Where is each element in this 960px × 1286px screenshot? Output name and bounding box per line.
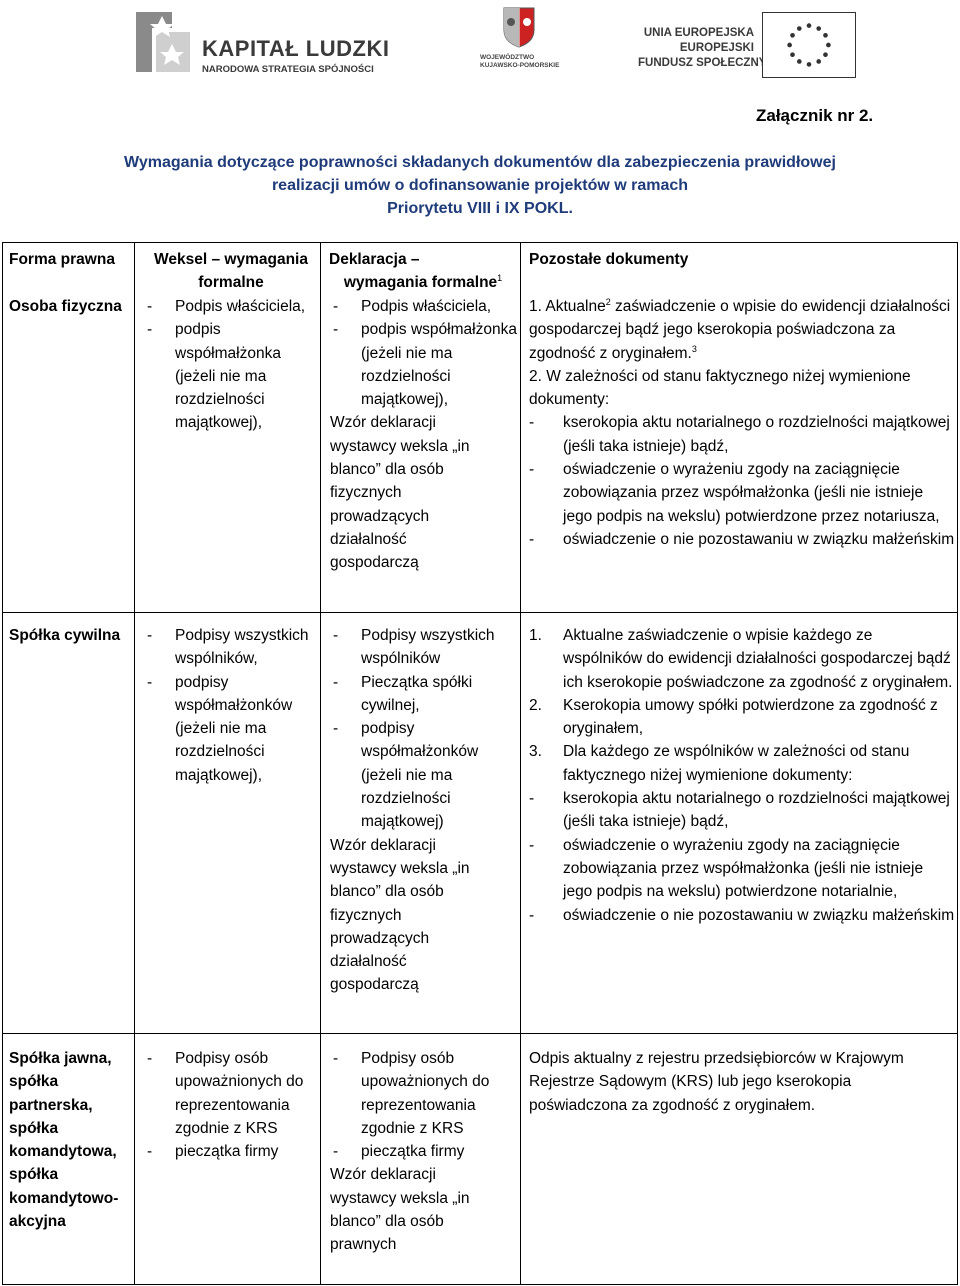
list-item: - pieczątka firmy [147,1143,279,1161]
wojewodztwo-logo [468,6,618,82]
numbered-item: 2. Kserokopia umowy spółki potwierdzone za zgodność z oryginałem, [529,696,938,738]
footnote-2-ref: 2 [605,297,611,307]
column-divider-3 [520,242,521,1285]
numbered-item: 1. Aktualne zaświadczenie o wpisie każdego ze wspólników do ewidencji działalności gospodarczej bądź ich kserokopie poświadczone za zgodność z oryginałem. [529,627,953,691]
list-item: - podpis współmałżonka (jeżeli nie ma rozdzielności majątkowej), [333,321,517,409]
row1-deklaracja [327,295,519,575]
footnote-3-ref: 3 [691,343,697,354]
row3-form [9,1047,131,1233]
table-border-right [957,242,958,1285]
attachment-label: Załącznik nr 2. [756,106,874,125]
row2-form [9,624,133,647]
list-item: - oświadczenie o nie pozostawaniu w związku małżeńskim [529,530,955,548]
header-pozostale [529,248,953,271]
numbered-item: 3. Dla każdego ze wspólników w zależności od stanu faktycznego niżej wymienione dokumenty: [529,743,910,784]
header-forma-prawna-text: Forma prawna [9,251,115,268]
ue-line1: UNIA EUROPEJSKA [643,27,754,39]
list-item: - Podpisy wszystkich wspólników [333,627,495,668]
title-line2: realizacji umów o dofinansowanie projektów w ramach [271,177,689,194]
row-divider-2 [2,1033,958,1034]
header-weksel-text: Weksel – wymagania formalne [154,251,308,292]
wojewodztwo-text [480,54,559,70]
header-deklaracja [329,248,517,295]
row3-form-text: Spółka jawna, spółka partnerska, spółka komandytowa, spółka komandytowo-akcyjna [9,1050,119,1231]
row-divider-1 [2,612,958,613]
list-item: - oświadczenie o wyrażeniu zgody na zaciągnięcie zobowiązania przez współmałżonka (jeśli nie istnieje jego podpis na wekslu) potwierdzone notarialnie, [529,836,924,901]
list-item: - Podpisy osób upoważnionych do reprezentowania zgodnie z KRS [333,1050,490,1137]
header-weksel [145,248,317,295]
row3-weksel [141,1047,317,1163]
wojewodztwo-line1: WOJEWÓDZTWO [480,54,535,61]
kapital-ludzki-mark-icon [132,8,194,76]
column-divider-2 [320,242,321,1285]
row2-docs [529,624,955,927]
row2-form-text: Spółka cywilna [9,627,121,644]
header-deklaracja-line2: wymagania formalne [343,274,498,292]
list-item: - Podpisy wszystkich wspólników, [147,627,309,668]
kapital-ludzki-subtitle: NARODOWA STRATEGIA SPÓJNOŚCI [202,64,374,75]
row1-deklaracja-wzor: Wzór deklaracji wystawcy weksla „in blanco” dla osób fizycznych prowadzących działalność gospodarczą [330,414,470,572]
list-item: - podpis współmałżonka (jeżeli nie ma rozdzielności majątkowej), [147,321,281,432]
list-item: - pieczątka firmy [333,1143,465,1161]
header-deklaracja-line1: Deklaracja – [329,251,420,268]
row2-weksel [141,624,319,787]
list-item: - Podpisy osób upoważnionych do reprezentowania zgodnie z KRS [147,1050,304,1137]
row1-docs-p2: 2. W zależności od stanu faktycznego niżej wymienione dokumenty: [529,367,911,409]
document-title [60,151,900,220]
row3-deklaracja-wzor: Wzór deklaracji wystawcy weksla „in blanco” dla osób prawnych [330,1166,470,1254]
logo-bar [0,0,960,90]
list-item: - podpisy współmałżonków (jeżeli nie ma rozdzielności majątkowej) [333,720,479,831]
list-item: - podpisy współmałżonków (jeżeli nie ma rozdzielności majątkowej), [147,673,293,784]
header-pozostale-text: Pozostałe dokumenty [529,251,689,268]
header-forma-prawna [9,248,131,271]
kapital-ludzki-logo [132,8,422,80]
ue-text [638,26,767,71]
list-item: - kserokopia aktu notarialnego o rozdzielności majątkowej (jeśli taka istnieje) bądź, [529,790,950,831]
row1-form [9,295,133,318]
column-divider-1 [134,242,135,1285]
wojewodztwo-line2: KUJAWSKO-POMORSKIE [480,62,560,69]
kapital-ludzki-title: KAPITAŁ LUDZKI [202,36,390,61]
ue-line2: EUROPEJSKI [679,42,754,54]
list-item: - Pieczątka spółki cywilnej, [333,673,473,714]
table-border-left [2,242,3,1285]
row1-form-text: Osoba fizyczna [9,298,122,315]
row1-docs [529,295,955,551]
row3-deklaracja [327,1047,519,1257]
list-item: - kserokopia aktu notarialnego o rozdzielności majątkowej (jeśli taka istnieje) bądź, [529,414,950,455]
row2-deklaracja-wzor: Wzór deklaracji wystawcy weksla „in blanco” dla osób fizycznych prowadzących działalność gospodarczą [330,836,470,994]
crest-icon [502,6,536,48]
row1-weksel [141,295,317,435]
title-line1: Wymagania dotyczące poprawności składanych dokumentów dla zabezpieczenia prawidłowej [124,154,836,171]
row1-docs-p1: 1. Aktualne$^2$ zaświadczenie o wpisie do ewidencji działalności gospodarczej bądź jego kserokopia poświadczona za zgodność z oryginałem.$^3$ [529,297,951,362]
ue-logo [638,12,858,82]
row2-deklaracja [327,624,519,997]
row3-docs-text: Odpis aktualny z rejestru przedsiębiorców w Krajowym Rejestrze Sądowym (KRS) lub jego kserokopia poświadczona za zgodność z oryginałem. [529,1050,904,1114]
eu-flag-icon [762,12,856,78]
footnote-1-ref: 1 [497,273,503,284]
table-border-bottom [2,1284,958,1285]
row3-docs [529,1047,953,1117]
table-border-top [2,242,958,243]
list-item: - oświadczenie o nie pozostawaniu w związku małżeńskim [529,906,955,924]
ue-line3: FUNDUSZ SPOŁECZNY [638,57,767,69]
list-item: - oświadczenie o wyrażeniu zgody na zaciągnięcie zobowiązania przez współmałżonka (jeśli nie istnieje jego podpis na wekslu) potwierdzone przez notariusza, [529,461,940,525]
title-line3: Priorytetu VIII i IX POKL. [387,200,573,217]
list-item: - Podpis właściciela, [333,298,492,315]
list-item: - Podpis właściciela, [147,298,306,315]
